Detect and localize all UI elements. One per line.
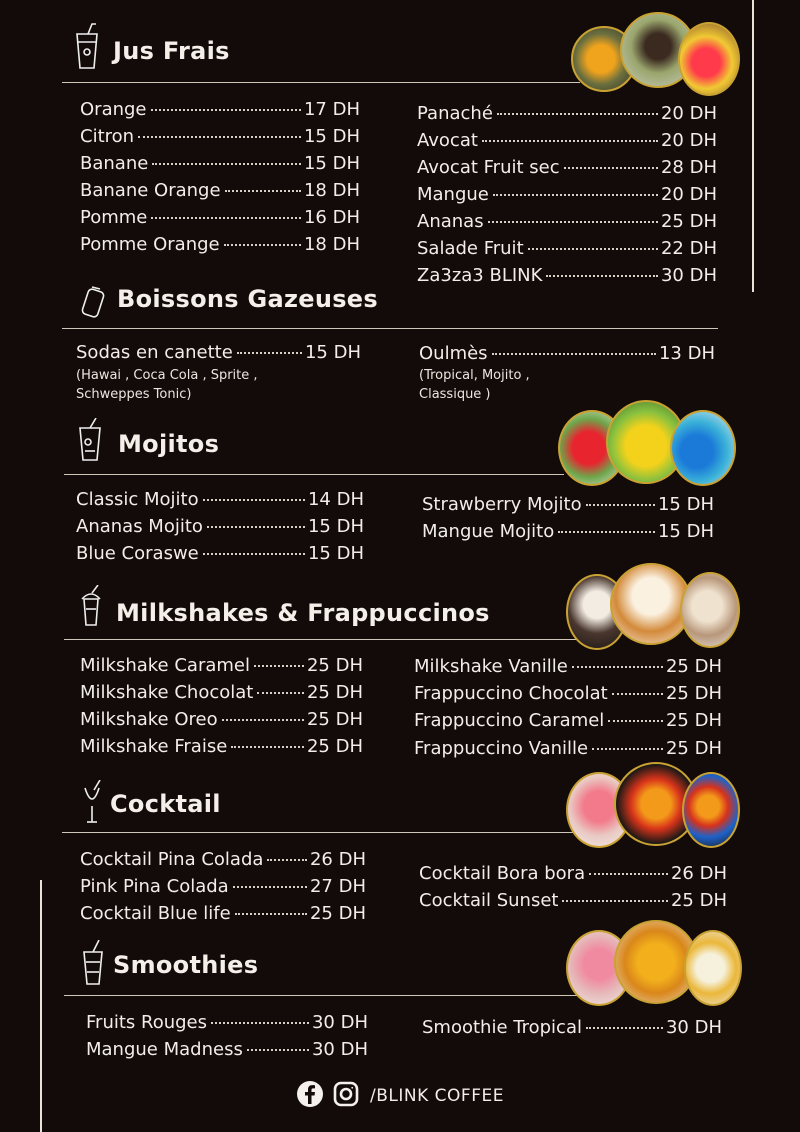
drink-photo [670,410,736,486]
section-rule [64,995,584,996]
menu-item: Oulmès 13 DH [419,343,715,364]
menu-item: Orange 17 DH [80,99,360,120]
menu-item: Cocktail Bora bora 26 DH [419,863,727,884]
drink-photo [684,930,742,1006]
menu-item: Milkshake Caramel 25 DH [80,655,363,676]
drink-photo [678,22,740,96]
smoothie-glass-icon [80,940,106,986]
juice-glass-icon [72,22,102,70]
menu-item: Ananas 25 DH [417,211,717,232]
menu-item: Fruits Rouges 30 DH [86,1012,368,1033]
menu-item: Za3za3 BLINK 30 DH [417,265,717,286]
menu-item: Milkshake Vanille 25 DH [414,656,722,677]
section-title-cocktail: Cocktail [110,790,221,818]
section-rule [64,639,584,640]
section-title-milkshakes-frappuccinos: Milkshakes & Frappuccinos [116,599,490,627]
menu-item: Pink Pina Colada 27 DH [80,876,366,897]
menu-item: Ananas Mojito 15 DH [76,516,364,537]
item-note: Schweppes Tonic) [76,387,192,402]
menu-item: Salade Fruit 22 DH [417,238,717,259]
item-note: (Hawai , Coca Cola , Sprite , [76,368,258,383]
menu-item: Frappuccino Vanille 25 DH [414,738,722,759]
section-title-smoothies: Smoothies [113,951,259,979]
section-rule [62,328,718,329]
menu-item: Avocat Fruit sec 28 DH [417,157,717,178]
soda-can-icon [80,284,108,318]
section-rule [62,82,580,83]
right-border-line [752,0,754,292]
section-title-mojitos: Mojitos [118,430,220,458]
item-note: (Tropical, Mojito , [419,368,530,383]
menu-item: Cocktail Sunset 25 DH [419,890,727,911]
mojito-glass-icon [76,418,104,462]
section-rule [62,832,582,833]
instagram-icon[interactable] [332,1080,360,1112]
menu-item: Milkshake Oreo 25 DH [80,709,363,730]
social-footer [0,1078,800,1114]
menu-item: Classic Mojito 14 DH [76,489,364,510]
drink-photo [682,772,740,848]
menu-item: Banane 15 DH [80,153,360,174]
menu-item: Mangue 20 DH [417,184,717,205]
menu-item: Frappuccino Chocolat 25 DH [414,683,722,704]
menu-item: Frappuccino Caramel 25 DH [414,710,722,731]
menu-item: Cocktail Pina Colada 26 DH [80,849,366,870]
section-rule [64,474,564,475]
milkshake-icon [78,585,104,627]
menu-item: Smoothie Tropical 30 DH [422,1017,722,1038]
menu-item: Cocktail Blue life 25 DH [80,903,366,924]
menu-item: Milkshake Chocolat 25 DH [80,682,363,703]
section-title-boissons-gazeuses: Boissons Gazeuses [117,285,378,313]
cocktail-glass-icon [82,780,102,824]
item-note: Classique ) [419,387,491,402]
menu-item: Panaché 20 DH [417,103,717,124]
section-title-jus-frais: Jus Frais [113,37,230,65]
menu-item: Banane Orange 18 DH [80,180,360,201]
menu-item: Citron 15 DH [80,126,360,147]
menu-item: Milkshake Fraise 25 DH [80,736,363,757]
menu-item: Mangue Mojito 15 DH [422,521,714,542]
menu-item: Avocat 20 DH [417,130,717,151]
menu-item: Blue Coraswe 15 DH [76,543,364,564]
menu-item: Sodas en canette 15 DH [76,342,361,363]
menu-item: Strawberry Mojito 15 DH [422,494,714,515]
menu-item: Pomme Orange 18 DH [80,234,360,255]
menu-item: Mangue Madness 30 DH [86,1039,368,1060]
drink-photo [680,572,740,648]
menu-item: Pomme 16 DH [80,207,360,228]
social-handle: /BLINK COFFEE [370,1086,504,1106]
facebook-icon[interactable] [296,1080,324,1112]
